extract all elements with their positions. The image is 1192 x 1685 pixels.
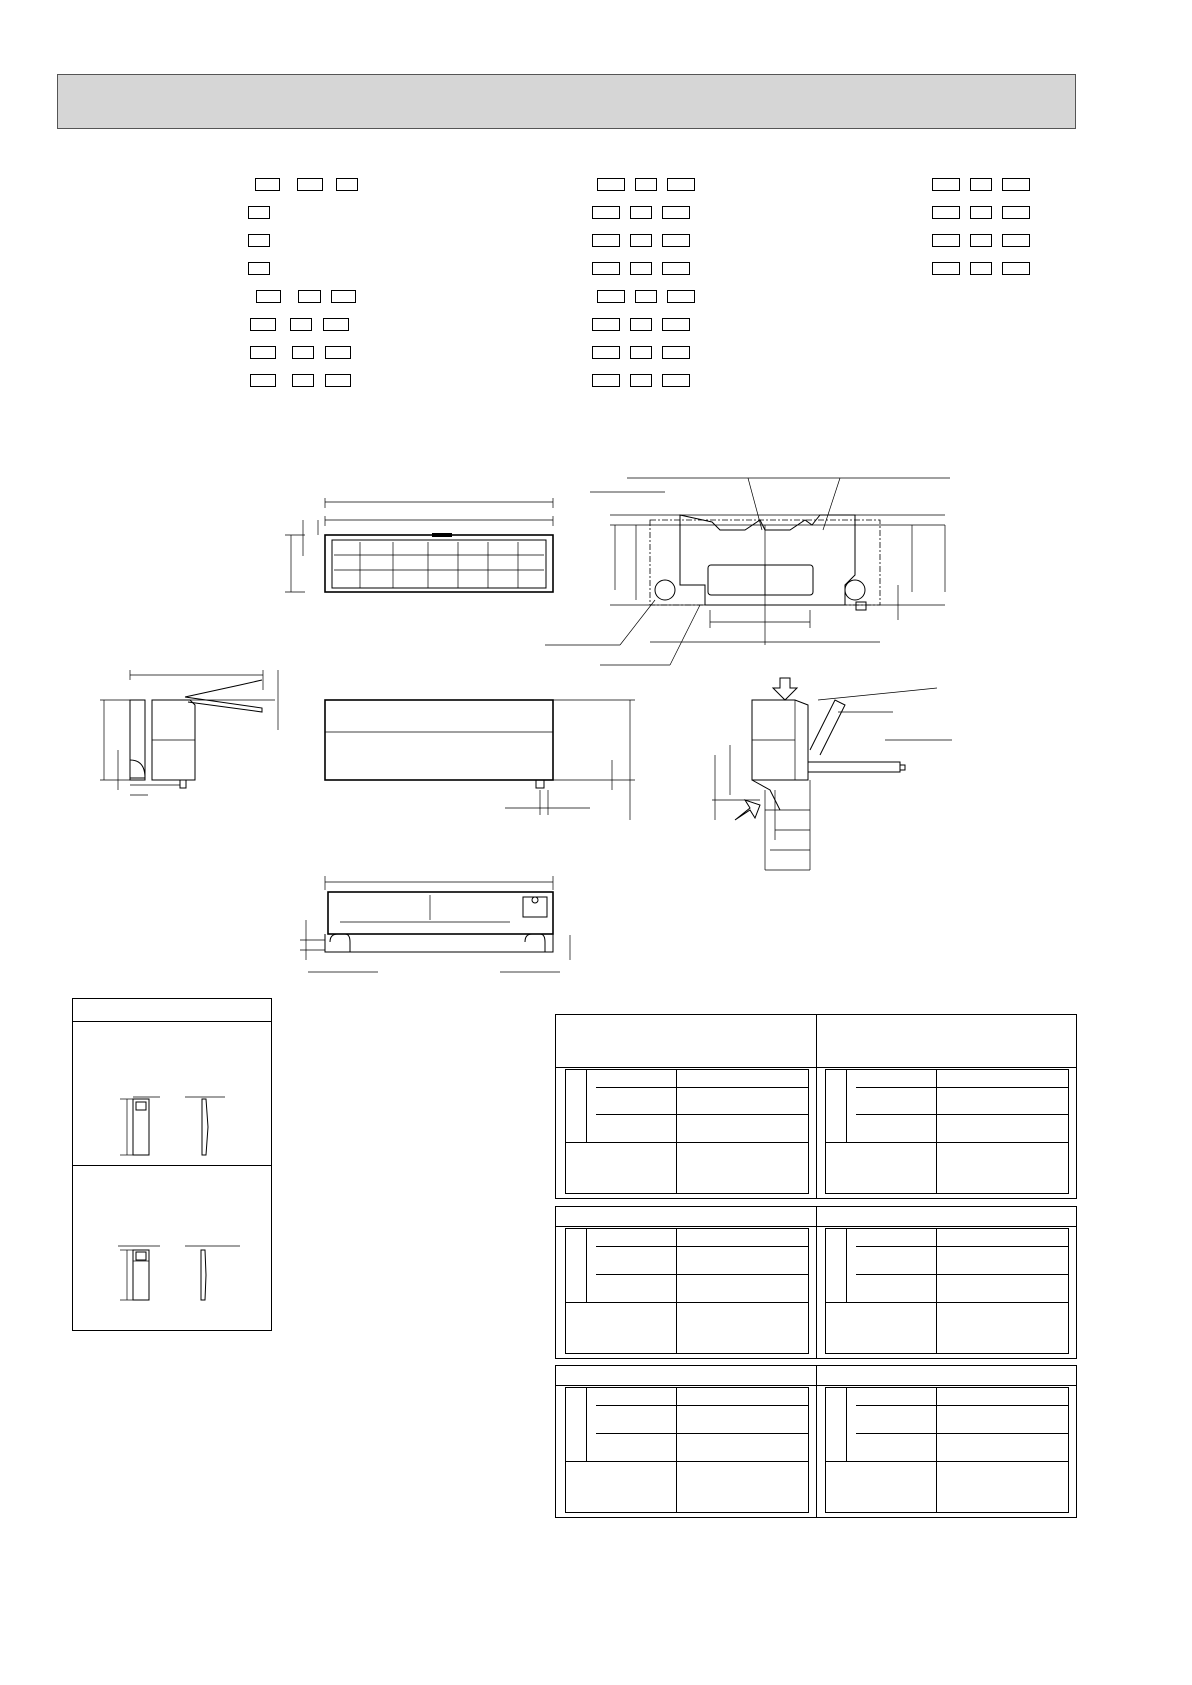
spec-subtable — [825, 1228, 1069, 1354]
page-header-band — [57, 74, 1076, 129]
front-filter-view — [285, 498, 553, 592]
spec-table-header — [556, 1385, 1076, 1386]
spec-table-rule — [856, 1405, 1068, 1406]
remote-panel-divider — [73, 1165, 271, 1166]
mounting-plate-view — [545, 478, 950, 665]
spec-table-header — [556, 1226, 1076, 1227]
model-name-box — [635, 290, 657, 303]
model-name-box — [630, 262, 652, 275]
spec-table-rule — [596, 1114, 808, 1115]
model-name-box — [970, 234, 992, 247]
model-name-box — [932, 178, 960, 191]
model-name-box — [248, 262, 270, 275]
model-name-box — [932, 206, 960, 219]
spec-table — [555, 1014, 1077, 1199]
model-name-box — [323, 318, 349, 331]
spec-table-rule — [566, 1142, 808, 1143]
model-name-box — [970, 206, 992, 219]
model-name-box — [292, 374, 314, 387]
spec-table-rule — [596, 1405, 808, 1406]
model-name-box — [1002, 206, 1030, 219]
spec-table-rule — [826, 1461, 1068, 1462]
model-name-box — [325, 346, 351, 359]
remote-controller-panel — [72, 998, 272, 1331]
model-name-box — [630, 234, 652, 247]
model-name-box — [662, 374, 690, 387]
spec-subtable — [565, 1387, 809, 1513]
model-name-box — [630, 346, 652, 359]
bottom-view — [300, 876, 570, 972]
spec-table-rule — [596, 1246, 808, 1247]
spec-table-rule — [846, 1070, 847, 1142]
model-name-box — [250, 374, 276, 387]
spec-table-rule — [826, 1142, 1068, 1143]
model-name-box — [248, 206, 270, 219]
spec-subtable — [565, 1069, 809, 1194]
remote-panel-header — [73, 999, 271, 1022]
spec-subtable — [825, 1069, 1069, 1194]
spec-table-rule — [566, 1461, 808, 1462]
model-name-box — [256, 290, 281, 303]
model-name-box — [662, 262, 690, 275]
spec-table-header — [556, 1067, 1076, 1068]
spec-table-rule — [856, 1087, 1068, 1088]
model-name-box — [298, 290, 321, 303]
spec-table-rule — [566, 1302, 808, 1303]
front-elevation-view — [325, 700, 635, 820]
model-name-box — [592, 346, 620, 359]
spec-table-rule — [596, 1433, 808, 1434]
spec-table — [555, 1365, 1077, 1518]
model-name-box — [290, 318, 312, 331]
side-view — [100, 670, 278, 795]
model-name-box — [662, 234, 690, 247]
spec-table-rule — [936, 1229, 937, 1353]
spec-table-rule — [676, 1229, 677, 1353]
model-name-box — [592, 374, 620, 387]
spec-table-rule — [586, 1229, 587, 1302]
model-name-box — [297, 178, 323, 191]
model-name-box — [662, 206, 690, 219]
model-name-box — [250, 346, 276, 359]
model-name-box — [970, 262, 992, 275]
spec-table-rule — [676, 1070, 677, 1193]
spec-table-divider — [816, 1366, 817, 1517]
spec-table-divider — [816, 1015, 817, 1198]
model-name-box — [630, 374, 652, 387]
spec-table-rule — [846, 1388, 847, 1461]
model-name-box — [630, 206, 652, 219]
spec-table-rule — [856, 1433, 1068, 1434]
spec-subtable — [825, 1387, 1069, 1513]
model-name-box — [630, 318, 652, 331]
spec-table-rule — [596, 1274, 808, 1275]
model-name-box — [662, 318, 690, 331]
model-name-box — [1002, 178, 1030, 191]
spec-table-rule — [596, 1087, 808, 1088]
model-name-box — [667, 290, 695, 303]
spec-table-rule — [856, 1246, 1068, 1247]
model-name-box — [932, 262, 960, 275]
model-name-box — [248, 234, 270, 247]
spec-table — [555, 1206, 1077, 1359]
model-name-box — [250, 318, 276, 331]
model-name-box — [635, 178, 657, 191]
spec-table-rule — [586, 1388, 587, 1461]
model-name-box — [255, 178, 280, 191]
model-name-box — [592, 318, 620, 331]
spec-table-rule — [676, 1388, 677, 1512]
spec-table-rule — [936, 1070, 937, 1193]
model-name-box — [592, 206, 620, 219]
model-name-box — [662, 346, 690, 359]
spec-table-rule — [856, 1114, 1068, 1115]
model-name-box — [597, 178, 625, 191]
spec-subtable — [565, 1228, 809, 1354]
model-name-box — [970, 178, 992, 191]
model-name-box — [336, 178, 358, 191]
model-name-box — [667, 178, 695, 191]
spec-table-rule — [846, 1229, 847, 1302]
model-name-box — [325, 374, 351, 387]
model-name-box — [1002, 262, 1030, 275]
spec-table-rule — [826, 1302, 1068, 1303]
spec-table-rule — [936, 1388, 937, 1512]
model-name-box — [932, 234, 960, 247]
piping-side-view — [712, 678, 952, 870]
model-name-box — [292, 346, 314, 359]
spec-table-rule — [856, 1274, 1068, 1275]
model-name-box — [592, 234, 620, 247]
model-name-box — [1002, 234, 1030, 247]
spec-table-divider — [816, 1207, 817, 1358]
model-name-box — [597, 290, 625, 303]
model-name-box — [331, 290, 356, 303]
model-name-box — [592, 262, 620, 275]
spec-table-rule — [586, 1070, 587, 1142]
